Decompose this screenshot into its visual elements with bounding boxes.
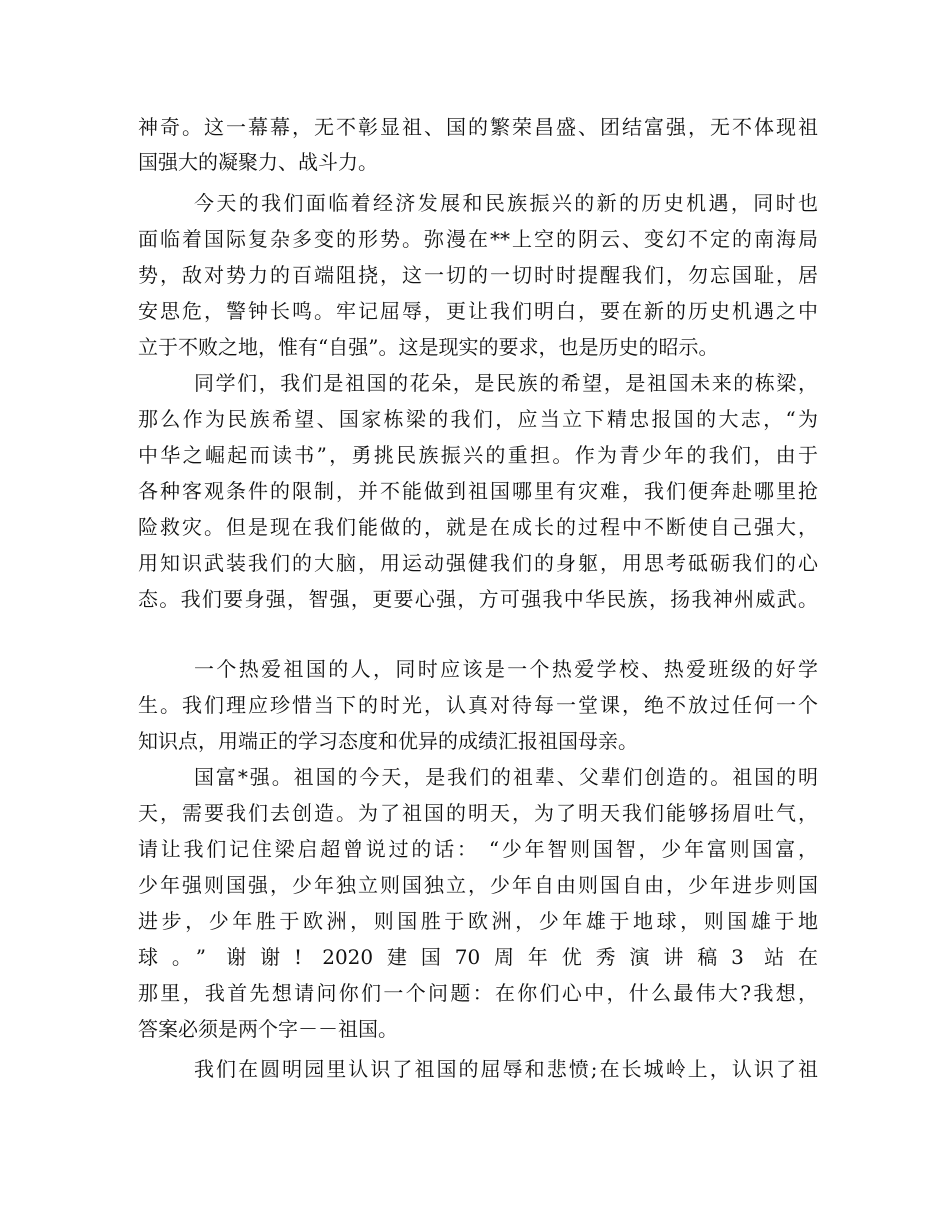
text-line: 进步，少年胜于欧洲，则国胜于欧洲，少年雄于地球，则国雄于地 <box>138 909 818 933</box>
text-line: 少年强则国强，少年独立则国独立，少年自由则国自由，少年进步则国 <box>138 873 818 897</box>
text-line: 那么作为民族希望、国家栋梁的我们，应当立下精忠报国的大志，“为 <box>138 407 818 431</box>
text-line: 国富*强。祖国的今天，是我们的祖辈、父辈们创造的。祖国的明 <box>194 765 818 789</box>
text-line: 安思危，警钟长鸣。牢记屈辱，更让我们明白，要在新的历史机遇之中 <box>138 299 818 323</box>
text-line: 中华之崛起而读书”，勇挑民族振兴的重担。作为青少年的我们，由于 <box>138 443 818 467</box>
text-line: 知识点，用端正的学习态度和优异的成绩汇报祖国母亲。 <box>138 729 638 753</box>
text-line: 各种客观条件的限制，并不能做到祖国哪里有灾难，我们便奔赴哪里抢 <box>138 479 818 503</box>
text-line: 那里，我首先想请问你们一个问题：在你们心中，什么最伟大?我想， <box>138 981 818 1005</box>
text-line: 我们在圆明园里认识了祖国的屈辱和悲愤;在长城岭上，认识了祖 <box>194 1057 818 1081</box>
text-line: 天，需要我们去创造。为了祖国的明天，为了明天我们能够扬眉吐气， <box>138 801 818 825</box>
text-line: 同学们，我们是祖国的花朵，是民族的希望，是祖国未来的栋梁， <box>194 371 818 395</box>
text-line: 生。我们理应珍惜当下的时光，认真对待每一堂课，绝不放过任何一个 <box>138 693 818 717</box>
text-line: 势，敌对势力的百端阻挠，这一切的一切时时提醒我们，勿忘国耻，居 <box>138 263 818 287</box>
text-line: 态。我们要身强，智强，更要心强，方可强我中华民族，扬我神州威武。 <box>138 587 818 611</box>
text-line: 用知识武装我们的大脑，用运动强健我们的身躯，用思考砥砺我们的心 <box>138 551 818 575</box>
text-line: 一个热爱祖国的人，同时应该是一个热爱学校、热爱班级的好学 <box>194 657 818 681</box>
text-line: 答案必须是两个字－－祖国。 <box>138 1017 398 1041</box>
text-line: 国强大的凝聚力、战斗力。 <box>138 150 378 174</box>
text-line: 险救灾。但是现在我们能做的，就是在成长的过程中不断使自己强大， <box>138 515 818 539</box>
text-line: 立于不败之地，惟有“自强”。这是现实的要求，也是历史的昭示。 <box>138 335 719 359</box>
text-line: 面临着国际复杂多变的形势。弥漫在**上空的阴云、变幻不定的南海局 <box>138 227 818 251</box>
text-line: 请让我们记住梁启超曾说过的话： “少年智则国智，少年富则国富， <box>138 837 818 861</box>
text-line: 球。” 谢谢! 2020建国70周年优秀演讲稿3 站在 <box>138 945 818 969</box>
text-line: 神奇。这一幕幕，无不彰显祖、国的繁荣昌盛、团结富强，无不体现祖 <box>138 115 818 139</box>
text-line: 今天的我们面临着经济发展和民族振兴的新的历史机遇，同时也 <box>194 191 818 215</box>
